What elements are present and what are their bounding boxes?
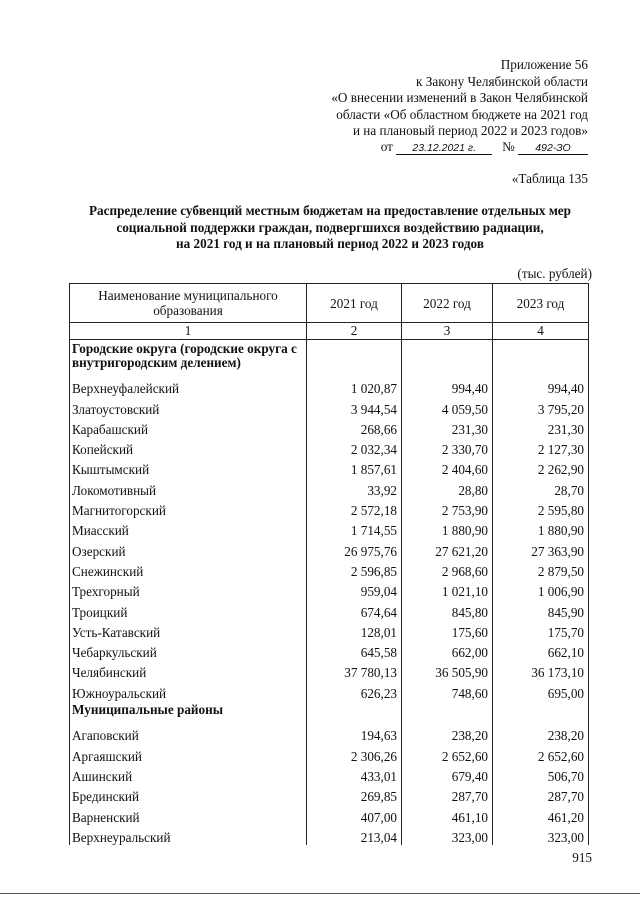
value-2022: 845,80 [402, 599, 493, 619]
municipality-name: Верхнеуфалейский [70, 376, 307, 396]
value-2023: 323,00 [493, 825, 589, 845]
value-2022: 2 330,70 [402, 437, 493, 457]
table-row [70, 599, 589, 619]
value-2021: 959,04 [307, 579, 402, 599]
value-2023: 2 595,80 [493, 498, 589, 518]
subvention-table [69, 283, 589, 845]
value-2021: 626,23 [307, 680, 402, 700]
table-row [70, 396, 589, 416]
table-row [70, 579, 589, 599]
municipality-name: Агаповский [70, 723, 307, 743]
table-row [70, 620, 589, 640]
value-2021: 268,66 [307, 417, 402, 437]
value-2021: 2 032,34 [307, 437, 402, 457]
title-line: социальной поддержки граждан, подвергшихся воздействию радиации, [116, 219, 544, 235]
column-number: 1 [70, 323, 307, 340]
municipality-name: Варненский [70, 804, 307, 824]
footer-divider [0, 893, 640, 894]
value-2023: 238,20 [493, 723, 589, 743]
value-2021: 433,01 [307, 764, 402, 784]
value-2021: 269,85 [307, 784, 402, 804]
appendix-line: к Закону Челябинской области [416, 73, 588, 89]
municipality-name: Трехгорный [70, 579, 307, 599]
header-2021: 2021 год [307, 284, 402, 323]
municipality-name: Челябинский [70, 660, 307, 680]
municipality-name: Копейский [70, 437, 307, 457]
value-2021: 194,63 [307, 723, 402, 743]
value-2023: 1 006,90 [493, 579, 589, 599]
table-row [70, 640, 589, 660]
value-2022: 2 404,60 [402, 457, 493, 477]
value-2023: 506,70 [493, 764, 589, 784]
column-number-row [70, 323, 589, 340]
value-2023: 36 173,10 [493, 660, 589, 680]
value-2021: 33,92 [307, 477, 402, 497]
value-2021: 26 975,76 [307, 538, 402, 558]
value-2022: 238,20 [402, 723, 493, 743]
value-2023: 2 879,50 [493, 559, 589, 579]
value-2023: 662,10 [493, 640, 589, 660]
value-2021: 2 572,18 [307, 498, 402, 518]
value-2023: 1 880,90 [493, 518, 589, 538]
table-body [70, 340, 589, 845]
municipality-name: Верхнеуральский [70, 825, 307, 845]
value-2023: 994,40 [493, 376, 589, 396]
value-2021: 1 714,55 [307, 518, 402, 538]
value-2022: 175,60 [402, 620, 493, 640]
law-reference-line [228, 139, 588, 155]
value-2023: 2 652,60 [493, 743, 589, 763]
value-2023: 2 262,90 [493, 457, 589, 477]
value-2021: 407,00 [307, 804, 402, 824]
table-row [70, 764, 589, 784]
from-label: от [380, 139, 393, 154]
column-number: 4 [493, 323, 589, 340]
header-municipality: Наименование муниципального образования [70, 284, 307, 323]
table-row [70, 743, 589, 763]
municipality-name: Ашинский [70, 764, 307, 784]
municipality-name: Озерский [70, 538, 307, 558]
table-row [70, 498, 589, 518]
table-row [70, 723, 589, 743]
municipality-name: Миасский [70, 518, 307, 538]
section-title: Муниципальные районы [70, 701, 307, 723]
appendix-line: области «Об областном бюджете на 2021 год [336, 106, 588, 122]
municipality-name: Усть-Катавский [70, 620, 307, 640]
table-row [70, 518, 589, 538]
table-row [70, 680, 589, 700]
law-date: 23.12.2021 г. [396, 142, 492, 155]
table-row [70, 559, 589, 579]
law-number: 492-ЗО [518, 142, 588, 155]
municipality-name: Брединский [70, 784, 307, 804]
title-line: Распределение субвенций местным бюджетам на предоставление отдельных мер [88, 203, 571, 218]
value-2022: 323,00 [402, 825, 493, 845]
value-2021: 1 857,61 [307, 457, 402, 477]
value-2023: 695,00 [493, 680, 589, 700]
header-2022: 2022 год [402, 284, 493, 323]
table-row [70, 457, 589, 477]
column-number: 2 [307, 323, 402, 340]
value-2021: 37 780,13 [307, 660, 402, 680]
municipality-name: Златоустовский [70, 396, 307, 416]
value-2023: 28,70 [493, 477, 589, 497]
value-2023: 845,90 [493, 599, 589, 619]
municipality-name: Локомотивный [70, 477, 307, 497]
column-number: 3 [402, 323, 493, 340]
table-row [70, 660, 589, 680]
table-row [70, 538, 589, 558]
value-2023: 287,70 [493, 784, 589, 804]
municipality-name: Кыштымский [70, 457, 307, 477]
appendix-line: и на плановый период 2022 и 2023 годов» [352, 123, 588, 139]
municipality-name: Троицкий [70, 599, 307, 619]
document-title [62, 203, 598, 253]
value-2021: 674,64 [307, 599, 402, 619]
table-row [70, 417, 589, 437]
table-row [70, 477, 589, 497]
appendix-line: «О внесении изменений в Закон Челябинской [331, 90, 588, 106]
value-2022: 748,60 [402, 680, 493, 700]
table-reference: «Таблица 135 [511, 171, 588, 186]
value-2022: 679,40 [402, 764, 493, 784]
value-2022: 231,30 [402, 417, 493, 437]
value-2021: 1 020,87 [307, 376, 402, 396]
value-2022: 4 059,50 [402, 396, 493, 416]
value-2021: 128,01 [307, 620, 402, 640]
value-2023: 3 795,20 [493, 396, 589, 416]
header-row [70, 284, 589, 323]
table-row [70, 784, 589, 804]
municipality-name: Южноуральский [70, 680, 307, 700]
value-2021: 2 596,85 [307, 559, 402, 579]
value-2022: 1 880,90 [402, 518, 493, 538]
header-2023: 2023 год [493, 284, 589, 323]
title-line: на 2021 год и на плановый период 2022 и 2023 годов [176, 236, 484, 251]
number-label: № [502, 139, 515, 154]
municipality-name: Аргаяшский [70, 743, 307, 763]
value-2023: 27 363,90 [493, 538, 589, 558]
table-row [70, 437, 589, 457]
value-2022: 28,80 [402, 477, 493, 497]
value-2022: 662,00 [402, 640, 493, 660]
municipality-name: Чебаркульский [70, 640, 307, 660]
section-row-urban [70, 340, 589, 377]
value-2022: 27 621,20 [402, 538, 493, 558]
value-2021: 2 306,26 [307, 743, 402, 763]
units-label: (тыс. рублей) [517, 266, 592, 281]
table-row [70, 825, 589, 845]
table-row [70, 804, 589, 824]
appendix-line: Приложение 56 [500, 57, 588, 72]
table-row [70, 376, 589, 396]
value-2023: 175,70 [493, 620, 589, 640]
value-2022: 2 652,60 [402, 743, 493, 763]
municipality-name: Карабашский [70, 417, 307, 437]
value-2021: 3 944,54 [307, 396, 402, 416]
value-2022: 2 968,60 [402, 559, 493, 579]
value-2022: 287,70 [402, 784, 493, 804]
value-2021: 213,04 [307, 825, 402, 845]
value-2023: 231,30 [493, 417, 589, 437]
value-2022: 36 505,90 [402, 660, 493, 680]
value-2021: 645,58 [307, 640, 402, 660]
section-title: Городские округа (городские округа с внутригородским делением) [70, 340, 307, 377]
value-2022: 2 753,90 [402, 498, 493, 518]
value-2022: 994,40 [402, 376, 493, 396]
municipality-name: Магнитогорский [70, 498, 307, 518]
value-2023: 2 127,30 [493, 437, 589, 457]
section-row-districts [70, 701, 589, 723]
municipality-name: Снежинский [70, 559, 307, 579]
value-2022: 1 021,10 [402, 579, 493, 599]
value-2022: 461,10 [402, 804, 493, 824]
appendix-header [228, 57, 588, 140]
page-number: 915 [572, 850, 592, 865]
value-2023: 461,20 [493, 804, 589, 824]
